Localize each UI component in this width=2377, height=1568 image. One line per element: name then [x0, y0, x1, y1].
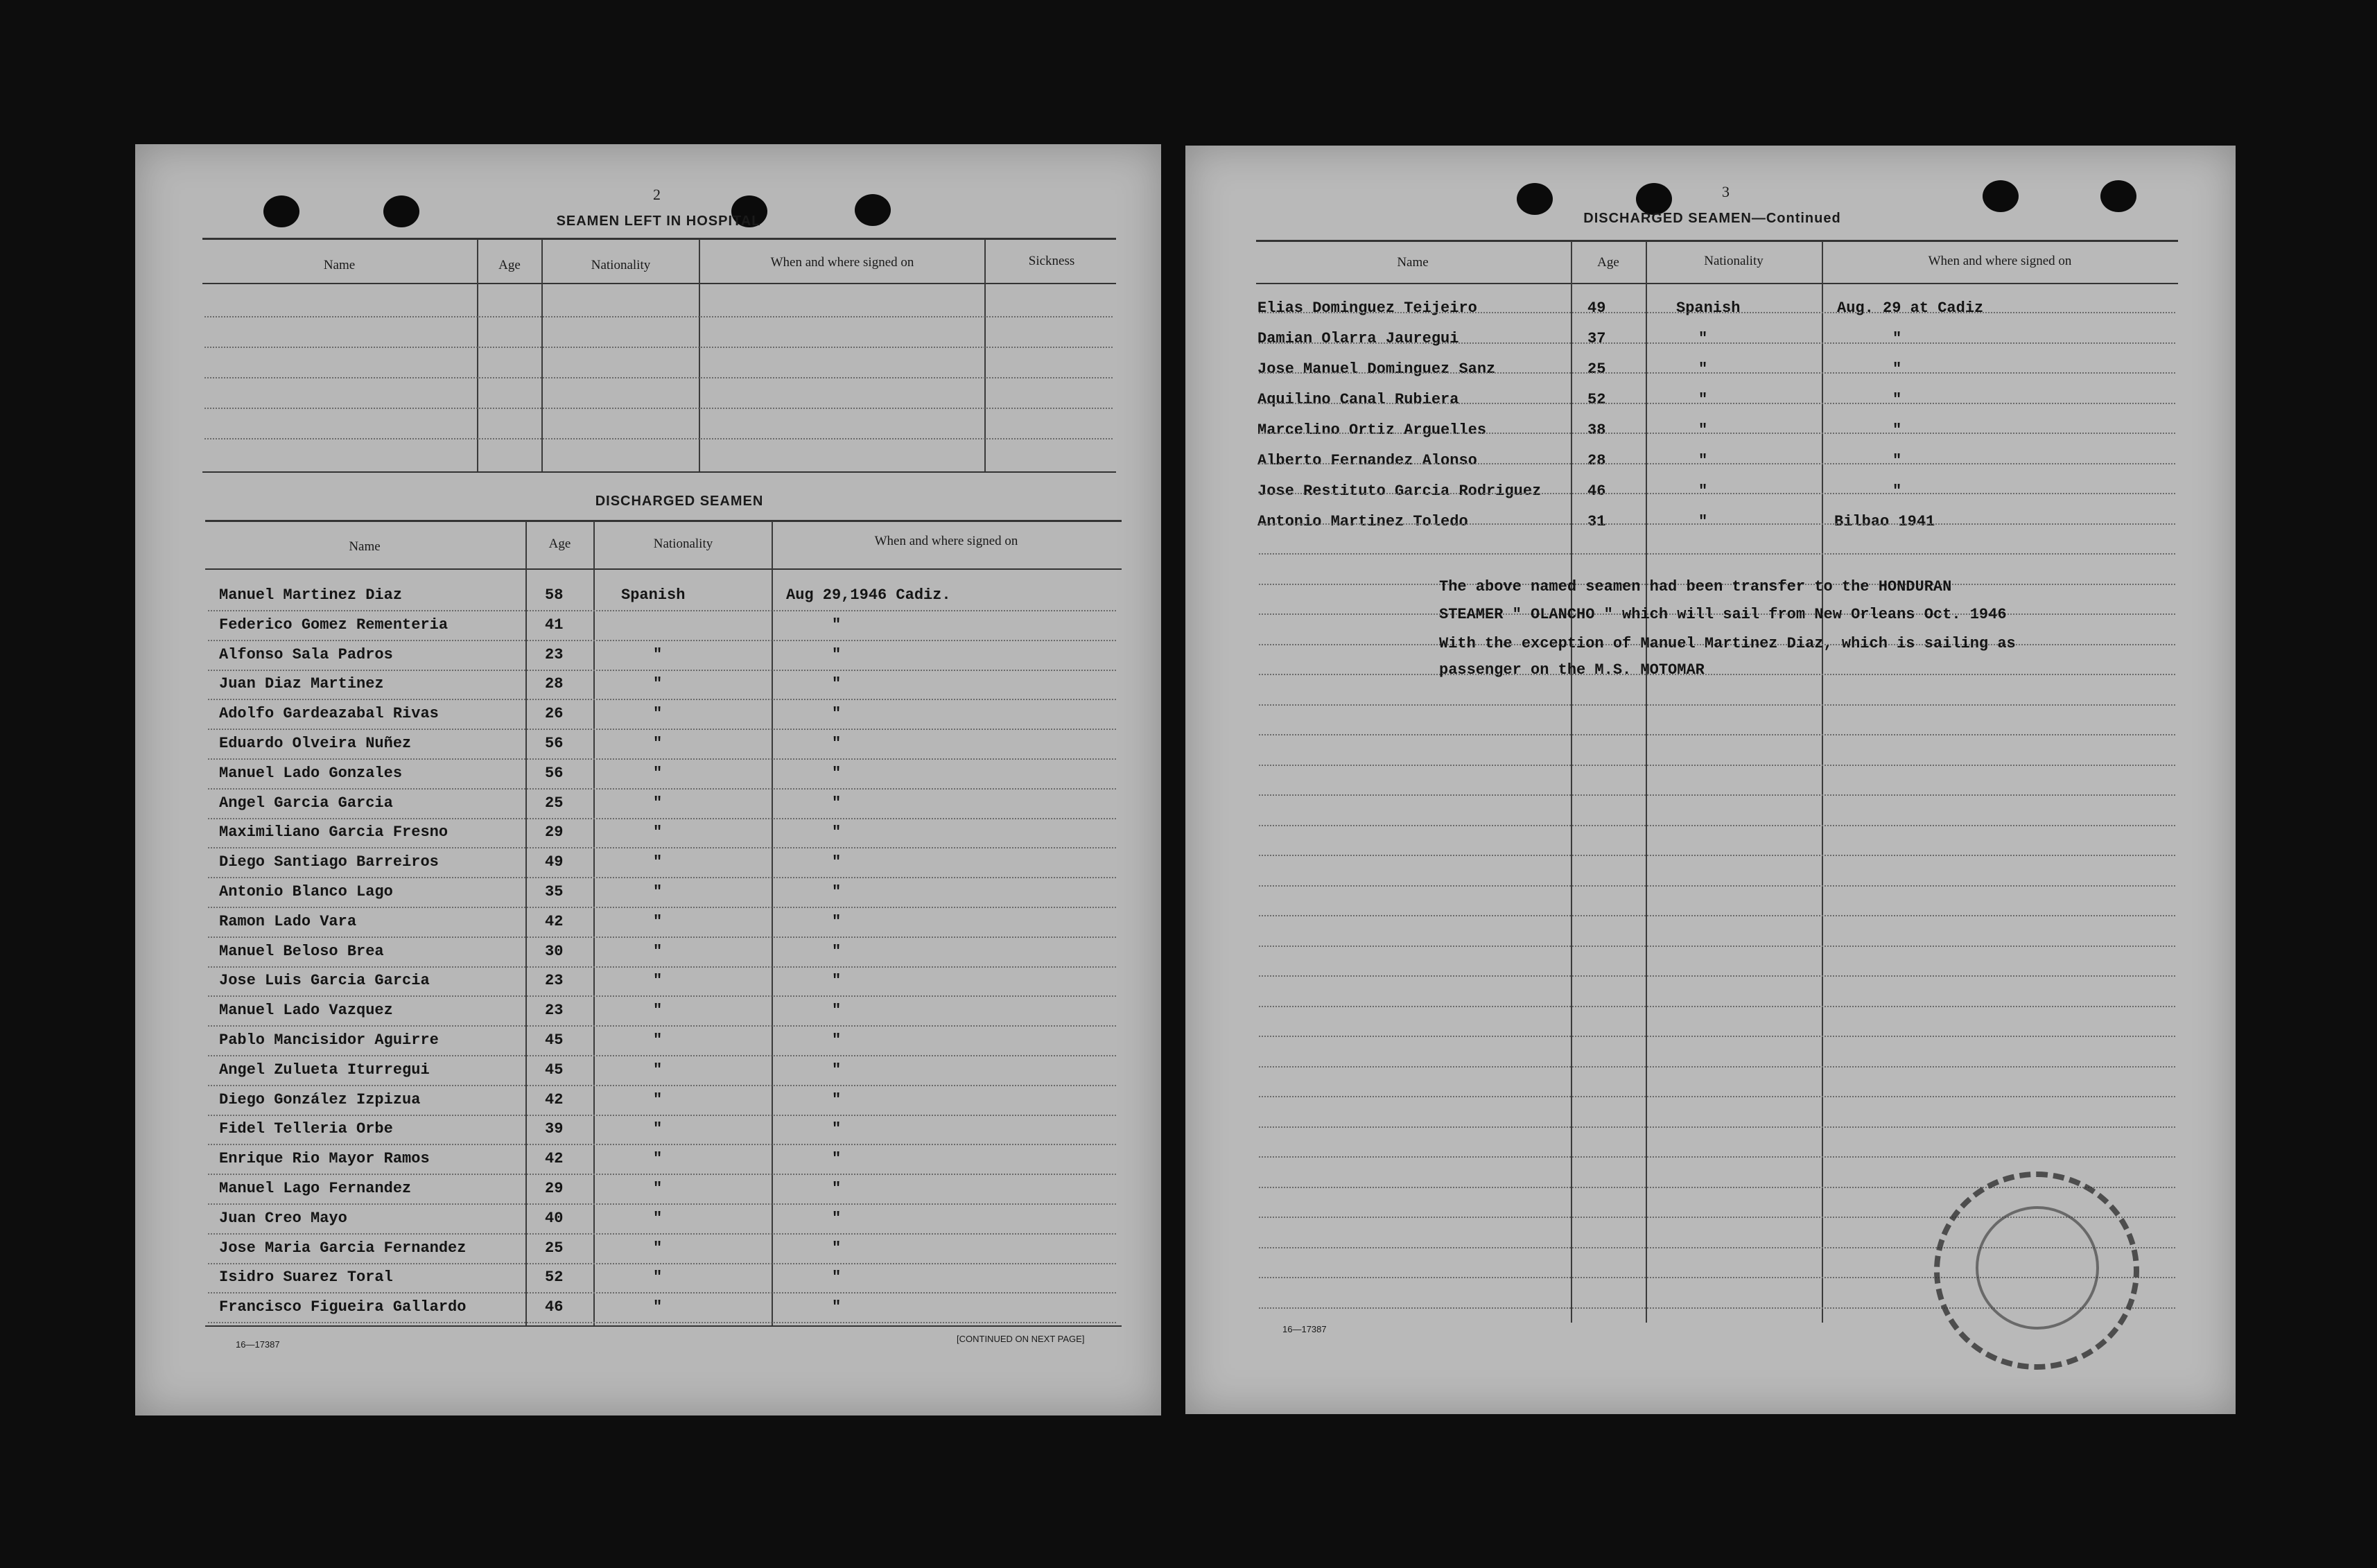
row-rule — [208, 788, 1116, 790]
row-rule — [208, 1292, 1116, 1293]
seaman-signed-on: " — [832, 735, 842, 752]
seaman-name: Antonio Blanco Lago — [219, 883, 393, 900]
seaman-name: Diego Santiago Barreiros — [219, 853, 439, 871]
seaman-name: Manuel Lago Fernandez — [219, 1180, 412, 1197]
row-rule — [208, 1115, 1116, 1116]
seaman-name: Maximiliano Garcia Fresno — [219, 824, 449, 841]
seaman-name: Adolfo Gardeazabal Rivas — [219, 705, 439, 722]
seaman-nationality: " — [653, 1150, 663, 1167]
seaman-name: Federico Gomez Rementeria — [219, 616, 449, 634]
seaman-age: 23 — [545, 1002, 564, 1019]
seaman-signed-on: " — [832, 1120, 842, 1138]
seaman-signed-on: " — [832, 972, 842, 989]
seaman-signed-on: " — [832, 705, 842, 722]
seaman-signed-on: " — [832, 824, 842, 841]
table-rule — [205, 520, 1122, 522]
row-rule — [1259, 946, 2175, 947]
seaman-name: Jose Restituto Garcia Rodriguez — [1257, 482, 1542, 500]
row-rule — [208, 907, 1116, 908]
seaman-age: 29 — [545, 1180, 564, 1197]
seaman-nationality: " — [653, 1002, 663, 1019]
row-rule — [1259, 1066, 2175, 1068]
row-rule — [1259, 372, 2175, 374]
seaman-signed-on: " — [832, 1269, 842, 1286]
seaman-nationality: " — [653, 853, 663, 871]
seaman-nationality: Spanish — [1676, 299, 1741, 317]
seaman-nationality: " — [1698, 391, 1708, 408]
seaman-name: Jose Manuel Dominguez Sanz — [1257, 360, 1496, 378]
row-rule — [1259, 1126, 2175, 1128]
seaman-age: 56 — [545, 735, 564, 752]
seaman-age: 58 — [545, 586, 564, 604]
seaman-name: Angel Garcia Garcia — [219, 794, 393, 812]
seaman-signed-on: Aug. 29 at Cadiz — [1837, 299, 1984, 317]
column-header: When and where signed on — [874, 534, 1018, 548]
row-rule — [1259, 403, 2175, 404]
seaman-name: Manuel Lado Vazquez — [219, 1002, 393, 1019]
seaman-age: 45 — [545, 1061, 564, 1079]
seaman-age: 49 — [545, 853, 564, 871]
seaman-age: 41 — [545, 616, 564, 634]
seaman-nationality: " — [653, 1061, 663, 1079]
seaman-signed-on: " — [1892, 421, 1902, 439]
seaman-age: 25 — [545, 794, 564, 812]
seaman-nationality: " — [653, 1269, 663, 1286]
seaman-age: 42 — [545, 1091, 564, 1108]
seaman-signed-on: " — [832, 1091, 842, 1108]
column-divider — [699, 239, 700, 471]
seaman-signed-on: " — [832, 913, 842, 930]
row-rule — [208, 937, 1116, 938]
row-rule — [1259, 342, 2175, 344]
seaman-age: 39 — [545, 1120, 564, 1138]
seaman-age: 46 — [545, 1298, 564, 1316]
row-rule — [208, 966, 1116, 968]
seaman-name: Diego González Izpizua — [219, 1091, 421, 1108]
seaman-signed-on: " — [1892, 482, 1902, 500]
row-rule — [208, 1025, 1116, 1027]
row-rule — [1259, 523, 2175, 525]
punch-hole — [1983, 180, 2019, 212]
seaman-age: 25 — [1587, 360, 1606, 378]
row-rule — [204, 438, 1113, 439]
seaman-age: 28 — [1587, 452, 1606, 469]
note-line: The above named seamen had been transfer to the HONDURAN — [1439, 578, 1952, 595]
seaman-age: 37 — [1587, 330, 1606, 347]
seaman-name: Ramon Lado Vara — [219, 913, 357, 930]
punch-hole — [2100, 180, 2136, 212]
seaman-name: Jose Maria Garcia Fernandez — [219, 1239, 467, 1257]
row-rule — [1259, 825, 2175, 826]
seaman-signed-on: " — [832, 1150, 842, 1167]
seaman-age: 52 — [545, 1269, 564, 1286]
seaman-name: Eduardo Olveira Nuñez — [219, 735, 412, 752]
row-rule — [1259, 493, 2175, 494]
seaman-nationality: " — [653, 943, 663, 960]
seaman-nationality: " — [653, 972, 663, 989]
row-rule — [208, 1174, 1116, 1175]
row-rule — [208, 1233, 1116, 1235]
seaman-signed-on: " — [832, 1298, 842, 1316]
continued-note: [CONTINUED ON NEXT PAGE] — [957, 1334, 1085, 1344]
seaman-name: Alberto Fernandez Alonso — [1257, 452, 1477, 469]
row-rule — [208, 758, 1116, 760]
seaman-age: 30 — [545, 943, 564, 960]
seaman-signed-on: " — [1892, 391, 1902, 408]
discharged-heading: DISCHARGED SEAMEN — [595, 494, 764, 509]
row-rule — [1259, 433, 2175, 434]
seaman-age: 42 — [545, 913, 564, 930]
row-rule — [208, 1322, 1116, 1323]
column-divider — [593, 521, 595, 1325]
seaman-name: Alfonso Sala Padros — [219, 646, 393, 663]
column-header: Nationality — [591, 258, 651, 272]
seaman-nationality: " — [1698, 330, 1708, 347]
seaman-nationality: " — [653, 675, 663, 692]
note-line: STEAMER " OLANCHO " which will sail from New Orleans Oct. 1946 — [1439, 606, 2007, 623]
seaman-age: 23 — [545, 972, 564, 989]
page-number: 2 — [653, 186, 661, 203]
seaman-nationality: " — [1698, 452, 1708, 469]
page-number: 3 — [1722, 183, 1730, 200]
form-number: 16—17387 — [236, 1339, 280, 1350]
column-header: When and where signed on — [1928, 254, 2072, 268]
punch-hole — [383, 195, 419, 227]
seaman-name: Jose Luis Garcia Garcia — [219, 972, 430, 989]
seaman-nationality: " — [653, 735, 663, 752]
table-rule — [202, 238, 1116, 240]
row-rule — [1259, 1156, 2175, 1158]
row-rule — [208, 995, 1116, 997]
row-rule — [208, 640, 1116, 641]
seaman-age: 25 — [545, 1239, 564, 1257]
row-rule — [1259, 704, 2175, 706]
row-rule — [208, 1203, 1116, 1205]
seaman-name: Damian Olarra Jauregui — [1257, 330, 1459, 347]
seaman-nationality: " — [653, 1298, 663, 1316]
row-rule — [1259, 794, 2175, 796]
seaman-nationality: " — [653, 1120, 663, 1138]
table-rule — [205, 1325, 1122, 1327]
row-rule — [1259, 463, 2175, 464]
seaman-nationality: " — [653, 765, 663, 782]
seaman-name: Isidro Suarez Toral — [219, 1269, 393, 1286]
row-rule — [1259, 1096, 2175, 1097]
column-header: Age — [1597, 255, 1619, 270]
seaman-age: 26 — [545, 705, 564, 722]
row-rule — [208, 699, 1116, 700]
row-rule — [208, 729, 1116, 730]
punch-hole — [263, 195, 299, 227]
seaman-nationality: " — [653, 794, 663, 812]
row-rule — [1259, 553, 2175, 555]
column-header: Name — [323, 258, 356, 272]
seaman-nationality: " — [653, 646, 663, 663]
seaman-signed-on: " — [832, 943, 842, 960]
seaman-age: 56 — [545, 765, 564, 782]
seaman-name: Juan Creo Mayo — [219, 1210, 347, 1227]
seaman-nationality: " — [653, 1239, 663, 1257]
seaman-signed-on: " — [832, 765, 842, 782]
seaman-signed-on: " — [832, 1210, 842, 1227]
row-rule — [208, 1263, 1116, 1264]
seaman-age: 46 — [1587, 482, 1606, 500]
row-rule — [208, 610, 1116, 611]
seaman-age: 28 — [545, 675, 564, 692]
seaman-name: Elias Dominguez Teijeiro — [1257, 299, 1477, 317]
form-number: 16—17387 — [1282, 1324, 1327, 1334]
seaman-signed-on: " — [832, 1239, 842, 1257]
seaman-name: Manuel Beloso Brea — [219, 943, 384, 960]
row-rule — [204, 377, 1113, 378]
column-header: Name — [1397, 255, 1429, 270]
row-rule — [208, 670, 1116, 671]
seaman-name: Juan Diaz Martinez — [219, 675, 384, 692]
row-rule — [208, 847, 1116, 848]
seaman-name: Francisco Figueira Gallardo — [219, 1298, 467, 1316]
column-header: Age — [498, 258, 521, 272]
row-rule — [1259, 765, 2175, 766]
seaman-nationality: " — [653, 1091, 663, 1108]
column-header: Sickness — [1028, 254, 1075, 268]
seaman-signed-on: Bilbao 1941 — [1834, 513, 1935, 530]
seaman-name: Enrique Rio Mayor Ramos — [219, 1150, 430, 1167]
seaman-name: Antonio Martinez Toledo — [1257, 513, 1468, 530]
column-header: Age — [548, 537, 571, 551]
row-rule — [208, 1144, 1116, 1145]
seaman-signed-on: " — [1892, 360, 1902, 378]
column-header: Nationality — [1704, 254, 1764, 268]
official-stamp-inner — [1976, 1206, 2099, 1330]
seaman-age: 49 — [1587, 299, 1606, 317]
seaman-signed-on: " — [832, 1031, 842, 1049]
seaman-signed-on: " — [832, 646, 842, 663]
seaman-nationality: " — [1698, 513, 1708, 530]
column-divider — [477, 239, 478, 471]
seaman-nationality: " — [653, 705, 663, 722]
seaman-signed-on: Aug 29,1946 Cadiz. — [786, 586, 951, 604]
seaman-age: 23 — [545, 646, 564, 663]
seaman-nationality: " — [653, 824, 663, 841]
punch-hole — [855, 194, 891, 226]
seaman-signed-on: " — [832, 1061, 842, 1079]
seaman-age: 29 — [545, 824, 564, 841]
seaman-nationality: " — [653, 1210, 663, 1227]
seaman-nationality: " — [1698, 421, 1708, 439]
seaman-signed-on: " — [1892, 330, 1902, 347]
seaman-name: Angel Zulueta Iturregui — [219, 1061, 430, 1079]
seaman-signed-on: " — [832, 675, 842, 692]
row-rule — [208, 1085, 1116, 1086]
seaman-name: Fidel Telleria Orbe — [219, 1120, 393, 1138]
seaman-signed-on: " — [832, 1002, 842, 1019]
seaman-age: 38 — [1587, 421, 1606, 439]
row-rule — [208, 818, 1116, 819]
hospital-heading: SEAMEN LEFT IN HOSPITAL — [556, 214, 761, 229]
note-line: passenger on the M.S. MOTOMAR — [1439, 661, 1705, 679]
column-divider — [525, 521, 527, 1325]
table-rule — [205, 568, 1122, 570]
row-rule — [1259, 674, 2175, 675]
seaman-nationality: " — [653, 1180, 663, 1197]
row-rule — [1259, 1006, 2175, 1007]
seaman-nationality: " — [653, 913, 663, 930]
column-header: Nationality — [653, 537, 713, 551]
table-rule — [202, 283, 1116, 284]
seaman-nationality: Spanish — [621, 586, 686, 604]
seaman-name: Manuel Lado Gonzales — [219, 765, 403, 782]
row-rule — [1259, 915, 2175, 916]
seaman-name: Marcelino Ortiz Arguelles — [1257, 421, 1487, 439]
seaman-signed-on: " — [1892, 452, 1902, 469]
column-divider — [772, 521, 773, 1325]
seaman-signed-on: " — [832, 883, 842, 900]
note-line: With the exception of Manuel Martinez Diaz, which is sailing as — [1439, 635, 2016, 652]
seaman-age: 35 — [545, 883, 564, 900]
seaman-name: Manuel Martinez Diaz — [219, 586, 403, 604]
row-rule — [1259, 975, 2175, 977]
row-rule — [204, 316, 1113, 317]
seaman-age: 42 — [545, 1150, 564, 1167]
row-rule — [1259, 885, 2175, 887]
column-divider — [984, 239, 986, 471]
seaman-age: 40 — [545, 1210, 564, 1227]
seaman-signed-on: " — [832, 616, 842, 634]
seaman-age: 31 — [1587, 513, 1606, 530]
seaman-name: Pablo Mancisidor Aguirre — [219, 1031, 439, 1049]
seaman-age: 52 — [1587, 391, 1606, 408]
seaman-nationality: " — [1698, 482, 1708, 500]
seaman-signed-on: " — [832, 853, 842, 871]
row-rule — [204, 408, 1113, 409]
row-rule — [208, 1055, 1116, 1056]
seaman-nationality: " — [653, 1031, 663, 1049]
seaman-signed-on: " — [832, 794, 842, 812]
row-rule — [1259, 734, 2175, 735]
table-rule — [1256, 283, 2178, 284]
column-header: When and where signed on — [770, 255, 914, 270]
discharged-continued-heading: DISCHARGED SEAMEN—Continued — [1583, 211, 1841, 226]
row-rule — [208, 877, 1116, 878]
seaman-nationality: " — [1698, 360, 1708, 378]
row-rule — [204, 347, 1113, 348]
table-rule — [202, 471, 1116, 473]
seaman-nationality: " — [653, 883, 663, 900]
row-rule — [1259, 1036, 2175, 1037]
column-divider — [541, 239, 543, 471]
seaman-age: 45 — [545, 1031, 564, 1049]
column-header: Name — [349, 539, 381, 554]
seaman-signed-on: " — [832, 1180, 842, 1197]
row-rule — [1259, 855, 2175, 856]
seaman-name: Aquilino Canal Rubiera — [1257, 391, 1459, 408]
table-rule — [1256, 240, 2178, 242]
row-rule — [1259, 312, 2175, 313]
